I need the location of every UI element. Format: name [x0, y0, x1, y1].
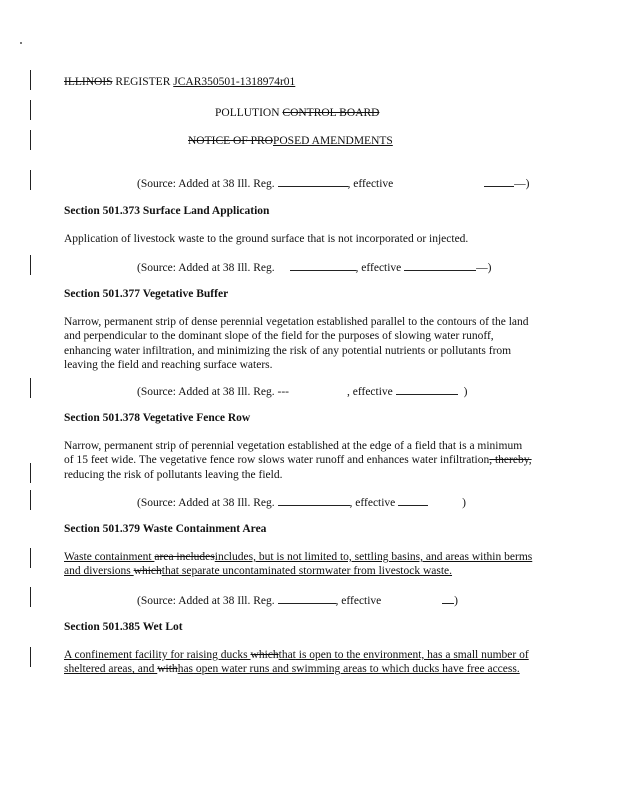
section-heading: Section 501.373 Surface Land Application [64, 205, 270, 217]
change-bar [30, 378, 31, 398]
section-body: Narrow, permanent strip of dense perennial vegetation established parallel to the contours of the land and perpendicular to the dominant slope of the field for the purposes of slowing water runoff, enhancing water infiltration, and minimizing the risk of any potential nutrients or pollutants from leaving the field and reaching surface waters. [64, 316, 529, 371]
section-body: Narrow, permanent strip of perennial vegetation established at the edge of a field that is a minimum of 15 feet wide. The vegetative fence row slows water runoff and enhances water infiltration, thereby, reducing the risk of pollutants leaving the field. [64, 440, 532, 481]
change-bar [30, 587, 31, 607]
section-body: Waste containment area includesincludes, but is not limited to, settling basins, and areas within berms and diversions whichthat separate uncontaminated stormwater from livestock waste. [64, 551, 533, 578]
change-bar [30, 548, 31, 568]
source-line: (Source: Added at 38 Ill. Reg. , effective —) [137, 178, 530, 190]
change-bar [30, 255, 31, 275]
change-bar [30, 70, 31, 90]
section-body: Application of livestock waste to the ground surface that is not incorporated or injected. [64, 233, 469, 245]
section-body: A confinement facility for raising ducks whichthat is open to the environment, has a small number of sheltered areas, and withhas open water runs and swimming areas to which ducks have free access. [64, 649, 529, 676]
notice-header: NOTICE OF PROPOSED AMENDMENTS [188, 135, 393, 147]
section-heading: Section 501.385 Wet Lot [64, 621, 183, 633]
scan-speck [20, 42, 22, 44]
section-heading: Section 501.379 Waste Containment Area [64, 523, 267, 535]
change-bar [30, 490, 31, 510]
change-bar [30, 647, 31, 667]
change-bar [30, 463, 31, 483]
source-line: (Source: Added at 38 Ill. Reg. --- , effective ) [137, 386, 468, 398]
change-bar [30, 100, 31, 120]
agency-header: POLLUTION CONTROL BOARD [215, 107, 380, 119]
source-line: (Source: Added at 38 Ill. Reg. , effective ) [137, 595, 459, 607]
change-bar [30, 130, 31, 150]
source-line: (Source: Added at 38 Ill. Reg. , effective —) [137, 262, 492, 274]
section-heading: Section 501.378 Vegetative Fence Row [64, 412, 251, 424]
source-line: (Source: Added at 38 Ill. Reg. , effective ) [137, 497, 467, 509]
register-header: ILLINOIS REGISTER JCAR350501-1318974r01 [64, 76, 296, 88]
section-heading: Section 501.377 Vegetative Buffer [64, 288, 229, 300]
change-bar [30, 170, 31, 190]
